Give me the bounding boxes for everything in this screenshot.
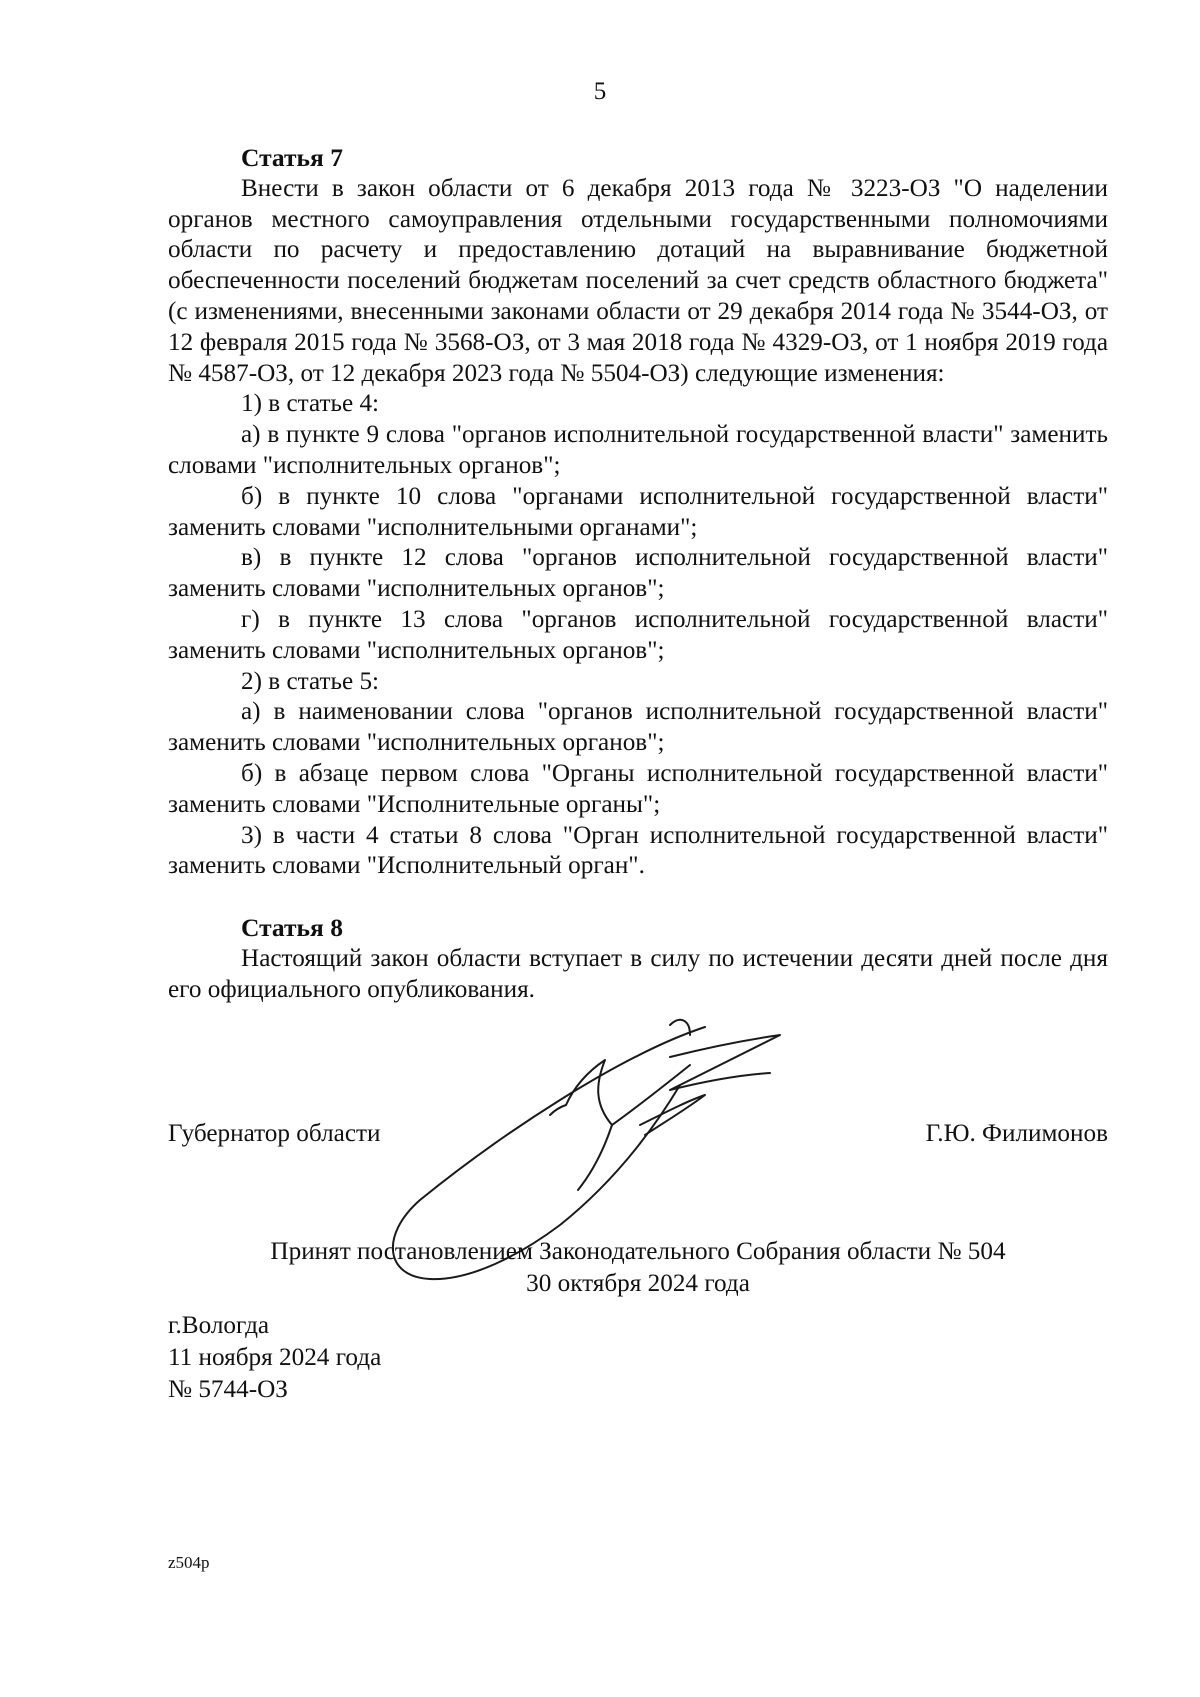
city: г.Вологда xyxy=(168,1312,270,1339)
article-7-paragraph: 1) в статье 4: xyxy=(241,390,380,418)
article-8-paragraph: Настоящий закон области вступает в силу по истечении десяти дней после дня его официального опубликования. xyxy=(168,944,1108,1003)
article-7-paragraph: 2) в статье 5: xyxy=(241,667,380,695)
place-and-date xyxy=(168,1310,381,1406)
article-7-paragraph: в) в пункте 12 слова "органов исполнительной государственной власти" заменить словами "исполнительных органов"; xyxy=(168,544,1108,603)
article-7-paragraph: б) в пункте 10 слова "органами исполнительной государственной власти" заменить словами "исполнительными органами"; xyxy=(168,482,1108,541)
article-7-paragraph: 3) в части 4 статьи 8 слова "Орган исполнительной государственной власти" заменить словами "Исполнительный орган". xyxy=(168,821,1108,880)
adoption-info xyxy=(168,1236,1108,1300)
signatory-position: Губернатор области xyxy=(168,1120,381,1147)
adoption-line-2: 30 октября 2024 года xyxy=(526,1270,750,1297)
signing-date: 11 ноября 2024 года xyxy=(168,1344,382,1371)
adoption-line-1: Принят постановлением Законодательного Собрания области № 504 xyxy=(270,1238,1006,1265)
article-8 xyxy=(168,913,1108,1005)
document-code: z504p xyxy=(168,1553,210,1572)
article-8-heading: Статья 8 xyxy=(241,913,343,943)
signatory-name: Г.Ю. Филимонов xyxy=(925,1120,1108,1147)
page-number: 5 xyxy=(593,78,607,105)
article-7 xyxy=(168,143,1108,882)
article-7-heading: Статья 7 xyxy=(241,143,343,172)
document-body xyxy=(168,143,1108,1006)
article-7-paragraph: б) в абзаце первом слова "Органы исполнительной государственной власти" заменить словами "Исполнительные органы"; xyxy=(168,759,1108,818)
article-7-paragraph: г) в пункте 13 слова "органов исполнительной государственной власти" заменить словами "исполнительных органов"; xyxy=(168,605,1108,664)
law-number: № 5744-ОЗ xyxy=(168,1376,288,1403)
article-7-paragraph: а) в наименовании слова "органов исполнительной государственной власти" заменить словами "исполнительных органов"; xyxy=(168,698,1108,757)
article-7-paragraph: а) в пункте 9 слова "органов исполнительной государственной власти" заменить словами "исполнительных органов"; xyxy=(168,421,1108,479)
article-7-paragraph: Внести в закон области от 6 декабря 2013 года № 3223-ОЗ "О наделении органов местного самоуправления отдельными государственными полномочиями области по расчету и предоставлению дотаций на выравнивание бюджетной обеспеченности поселений бюджетам поселений за счет средств областного бюджета" (с изменениями, внесенными законами области от 29 декабря 2014 года № 3544-ОЗ, от 12 февраля 2015 года № 3568-ОЗ, от 3 мая 2018 года № 4329-ОЗ, от 1 ноября 2019 года № 4587-ОЗ, от 12 декабря 2023 года № 5504-ОЗ) следующие изменения: xyxy=(168,174,1108,387)
